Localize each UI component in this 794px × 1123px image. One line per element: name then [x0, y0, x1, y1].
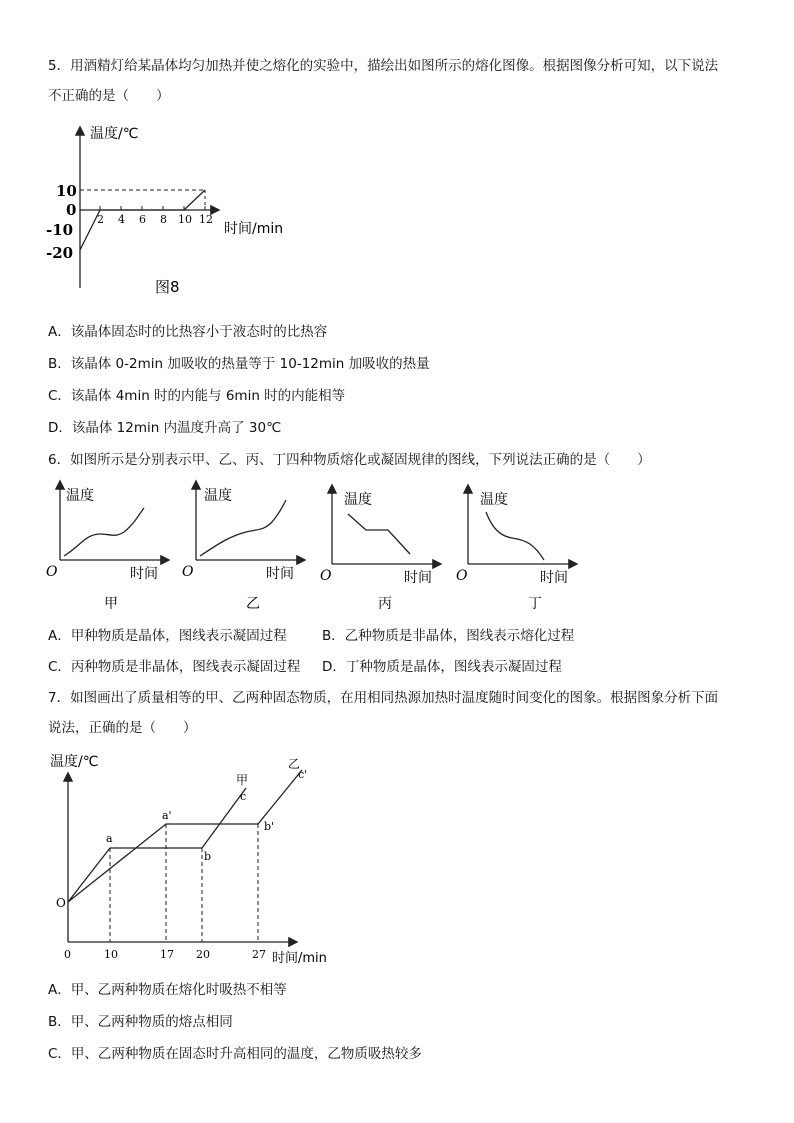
q5-xtick-8: 8: [160, 213, 167, 226]
q7-curve-jia: [68, 788, 246, 902]
q6-name-bing: 丙: [378, 596, 392, 612]
q6-name-jia: 甲: [104, 596, 118, 612]
q5-stem-line2: 不正确的是（ ）: [48, 88, 170, 104]
q7-point-b: b: [204, 850, 212, 863]
q7-xtick-20: 20: [196, 948, 210, 961]
q7-xtick-17: 17: [160, 948, 174, 961]
q6-ylabel-yi: 温度: [204, 488, 232, 504]
q5-xtick-6: 6: [139, 213, 146, 226]
q7-curve-yi: [68, 770, 302, 902]
q7-point-a: a: [106, 832, 113, 845]
q6-ylabel-jia: 温度: [66, 488, 94, 504]
q5-option-d: D．该晶体 12min 内温度升高了 30℃: [48, 420, 282, 436]
q6-xlabel-bing: 时间: [404, 570, 432, 586]
q7-origin: O: [56, 896, 66, 910]
q7-option-a: A．甲、乙两种物质在熔化时吸热不相等: [48, 982, 287, 998]
q7-xlabel: 时间/min: [272, 951, 327, 966]
q6-curve-yi: [200, 500, 286, 556]
q7-point-b-prime: b': [264, 820, 275, 833]
q5-ytick-neg20: -20: [46, 244, 74, 262]
q6-xlabel-jia: 时间: [130, 566, 158, 582]
q6-origin-ding: O: [456, 568, 468, 584]
q5-option-b: B．该晶体 0-2min 加吸收的热量等于 10-12min 加吸收的热量: [48, 356, 430, 372]
q5-ylabel: 温度/℃: [90, 126, 139, 142]
q6-origin-jia: O: [46, 564, 58, 580]
q7-label-jia: 甲: [236, 773, 249, 787]
q6-graph-jia: [46, 482, 168, 612]
q5-melting-graph: [40, 120, 310, 305]
q6-curve-ding: [486, 512, 544, 560]
q5-xtick-12: 12: [199, 213, 213, 226]
q7-xtick-27: 27: [252, 948, 266, 961]
q6-ylabel-bing: 温度: [344, 492, 372, 508]
q7-stem-line2: 说法，正确的是（ ）: [48, 720, 197, 736]
q6-name-yi: 乙: [246, 596, 260, 612]
q6-curve-bing: [348, 514, 410, 554]
q5-option-c: C．该晶体 4min 时的内能与 6min 时的内能相等: [48, 388, 346, 404]
q6-option-a: A．甲种物质是晶体，图线表示凝固过程: [48, 628, 287, 644]
q5-ytick-10: 10: [56, 182, 77, 200]
q7-stem-line1: 7．如图画出了质量相等的甲、乙两种固态物质，在用相同热源加热时温度随时间变化的图象。根据图象分析下面: [48, 690, 719, 706]
q6-xlabel-yi: 时间: [266, 566, 294, 582]
q5-caption: 图8: [155, 278, 180, 296]
q6-graph-bing: [320, 486, 440, 612]
q7-label-yi: 乙: [288, 757, 301, 771]
q6-ylabel-ding: 温度: [480, 492, 508, 508]
q5-xtick-2: 2: [97, 213, 104, 226]
q6-option-d: D．丁种物质是晶体，图线表示凝固过程: [322, 659, 562, 675]
q7-zero: 0: [64, 948, 71, 961]
q6-graph-ding: [456, 486, 576, 612]
q6-origin-yi: O: [182, 564, 194, 580]
q5-ytick-0: 0: [66, 201, 77, 219]
q6-origin-bing: O: [320, 568, 332, 584]
q6-xlabel-ding: 时间: [540, 570, 568, 586]
q6-option-b: B．乙种物质是非晶体，图线表示熔化过程: [322, 628, 575, 644]
q5-ytick-neg10: -10: [46, 221, 74, 239]
q7-option-c: C．甲、乙两种物质在固态时升高相同的温度，乙物质吸热较多: [48, 1046, 422, 1062]
q7-option-b: B．甲、乙两种物质的熔点相同: [48, 1014, 233, 1030]
q7-point-c: c: [240, 790, 247, 803]
q7-point-c-prime: c': [298, 768, 308, 781]
q6-graph-yi: [182, 482, 304, 612]
q5-xtick-10: 10: [178, 213, 192, 226]
q7-heating-graph: [40, 748, 340, 970]
q5-xtick-4: 4: [118, 213, 125, 226]
q6-option-c: C．丙种物质是非晶体，图线表示凝固过程: [48, 659, 301, 675]
q5-stem-line1: 5．用酒精灯给某晶体均匀加热并使之熔化的实验中，描绘出如图所示的熔化图像。根据图像分析可知，以下说法: [48, 58, 719, 74]
q6-graphs: [40, 478, 600, 616]
q6-stem: 6．如图所示是分别表示甲、乙、丙、丁四种物质熔化或凝固规律的图线，下列说法正确的是（ ）: [48, 452, 651, 468]
q5-xlabel: 时间/min: [224, 221, 284, 237]
q7-point-a-prime: a': [162, 809, 172, 822]
q5-option-a: A．该晶体固态时的比热容小于液态时的比热容: [48, 324, 328, 340]
q6-curve-jia: [64, 508, 144, 556]
q7-xtick-10: 10: [104, 948, 118, 961]
q7-ylabel: 温度/℃: [50, 754, 99, 770]
q6-name-ding: 丁: [528, 596, 542, 612]
